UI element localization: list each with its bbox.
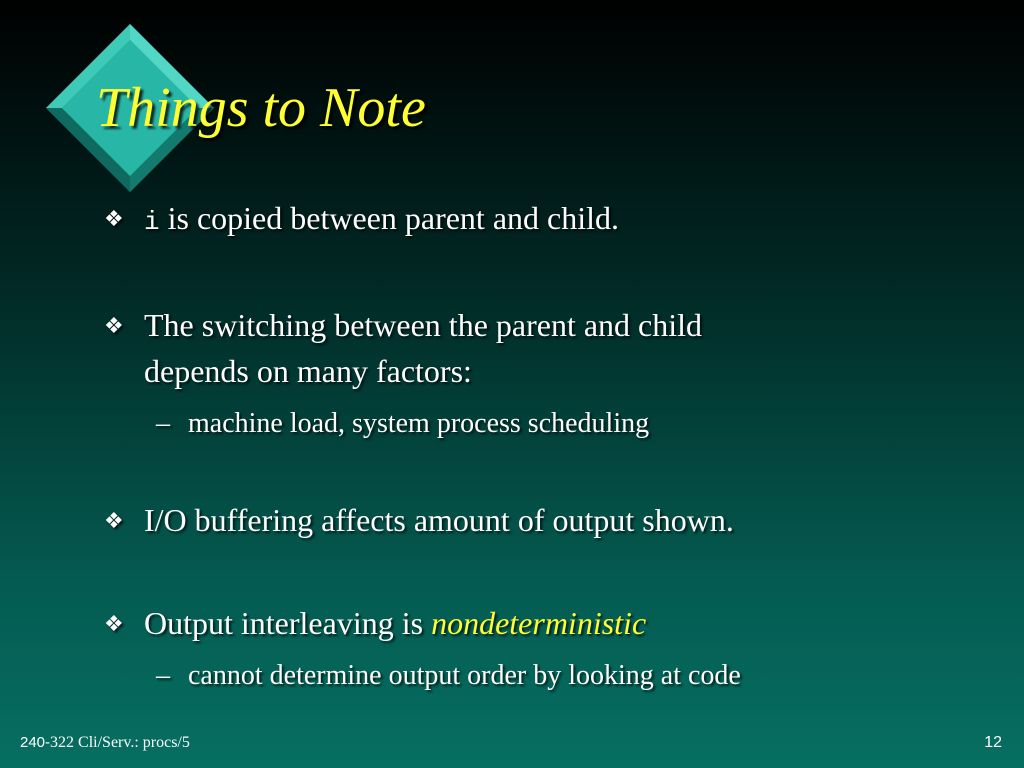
code-variable: i — [144, 207, 160, 237]
bullet-text: is copied between parent and child. — [159, 200, 619, 236]
bullet-text: Output interleaving is — [144, 605, 432, 641]
slide-title: Things to Note — [96, 77, 426, 139]
bullet-diamond-icon: ❖ — [104, 611, 124, 636]
sub-bullet-text: cannot determine output order by looking at code — [188, 660, 741, 691]
emphasis-text: nondeterministic — [431, 605, 647, 641]
footer-course — [20, 734, 190, 752]
bullet-diamond-icon: ❖ — [104, 313, 124, 338]
bullet-text: depends on many factors: — [144, 353, 472, 389]
sub-bullet-text: machine load, system process scheduling — [188, 408, 650, 439]
footer-course-text: 322 Cli/Serv.: procs/5 — [50, 734, 190, 751]
dash-marker: – — [156, 408, 170, 439]
bullet-text: The switching between the parent and child — [144, 307, 703, 343]
bullet-text: I/O buffering affects amount of output shown. — [144, 502, 734, 538]
bullet-diamond-icon: ❖ — [104, 206, 124, 231]
dash-marker: – — [156, 660, 170, 691]
footer-course-number: 240- — [20, 734, 51, 751]
page-number: 12 — [984, 734, 1002, 751]
bullet-diamond-icon: ❖ — [104, 508, 124, 533]
